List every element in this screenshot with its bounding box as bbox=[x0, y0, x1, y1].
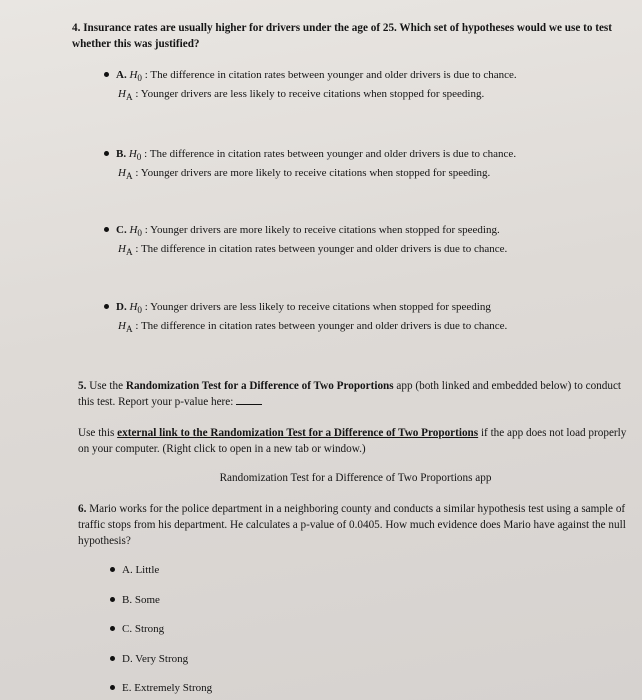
q6-option-d[interactable] bbox=[110, 652, 188, 666]
q5-text-a: Use the bbox=[89, 380, 124, 392]
question-4-number: 4. bbox=[72, 22, 81, 34]
embedded-app-title[interactable]: Randomization Test for a Difference of Two Proportions app bbox=[219, 472, 492, 484]
bullet-icon bbox=[110, 656, 115, 661]
bullet-icon bbox=[110, 567, 115, 572]
ha-sub: A bbox=[125, 324, 133, 335]
h0-symbol: H bbox=[129, 69, 138, 81]
q6-option-a[interactable] bbox=[110, 563, 159, 577]
question-5-number: 5. bbox=[78, 380, 87, 392]
colon: : bbox=[132, 88, 139, 101]
option-h0-text: The difference in citation rates between younger and older drivers is due to chance. bbox=[149, 148, 517, 160]
ha-symbol: H bbox=[118, 167, 126, 180]
q6-option-b[interactable] bbox=[110, 593, 160, 607]
colon: : bbox=[141, 301, 148, 313]
option-text: C. Strong bbox=[122, 623, 165, 635]
question-5 bbox=[78, 378, 633, 410]
q6-option-c[interactable] bbox=[110, 622, 164, 636]
option-text: D. Very Strong bbox=[122, 653, 189, 665]
option-text: A. Little bbox=[122, 564, 160, 576]
external-app-link[interactable]: external link to the Randomization Test for a Difference of Two Proportions bbox=[117, 427, 479, 439]
bullet-icon bbox=[104, 304, 109, 309]
ha-sub: A bbox=[125, 92, 133, 103]
bullet-icon bbox=[104, 151, 109, 156]
option-h0-text: Younger drivers are more likely to receive citations when stopped for speeding. bbox=[150, 224, 500, 236]
option-text: B. Some bbox=[122, 594, 160, 606]
h0-sub: 0 bbox=[136, 152, 142, 163]
ha-symbol: H bbox=[118, 320, 126, 333]
q5-link-paragraph bbox=[78, 425, 633, 457]
h0-sub: 0 bbox=[137, 305, 142, 316]
option-ha-text: Younger drivers are more likely to receive citations when stopped for speeding. bbox=[140, 167, 491, 180]
colon: : bbox=[132, 243, 139, 256]
colon: : bbox=[132, 167, 139, 180]
option-label: A. bbox=[116, 69, 127, 81]
q4-option-a[interactable] bbox=[104, 67, 517, 105]
bullet-icon bbox=[104, 72, 109, 77]
question-6-number: 6. bbox=[78, 503, 87, 515]
q4-option-d[interactable] bbox=[104, 299, 507, 337]
question-4-stem: Insurance rates are usually higher for drivers under the age of 25. Which set of hypotheses would we use to test whether this was justified? bbox=[72, 22, 612, 50]
h0-symbol: H bbox=[128, 148, 137, 160]
option-ha-text: Younger drivers are less likely to receive citations when stopped for speeding. bbox=[140, 88, 485, 101]
option-ha-text: The difference in citation rates between younger and older drivers is due to chance. bbox=[140, 320, 508, 333]
question-6 bbox=[78, 501, 633, 549]
q6-option-e[interactable] bbox=[110, 681, 212, 695]
option-label: D. bbox=[116, 301, 127, 313]
option-ha-text: The difference in citation rates between younger and older drivers is due to chance. bbox=[140, 243, 508, 256]
pvalue-blank[interactable] bbox=[236, 404, 262, 405]
h0-sub: 0 bbox=[137, 73, 142, 84]
bullet-icon bbox=[110, 685, 115, 690]
ha-sub: A bbox=[125, 247, 133, 258]
bullet-icon bbox=[110, 597, 115, 602]
h0-symbol: H bbox=[129, 224, 138, 236]
q4-option-b[interactable] bbox=[104, 146, 516, 184]
option-label: C. bbox=[116, 224, 127, 236]
colon: : bbox=[141, 224, 148, 236]
q5-link-after: if the app does not load properly on your computer. (Right click to open in a new tab or window.) bbox=[78, 427, 627, 455]
colon: : bbox=[141, 148, 148, 160]
q5-link-intro: Use this bbox=[78, 427, 115, 439]
question-6-stem: Mario works for the police department in a neighboring county and conducts a similar hypothesis test using a sample of traffic stops from his department. He calculates a p-value of 0.0405. How much evidence does Mario have against the null hypothesis? bbox=[78, 503, 626, 547]
q4-option-c[interactable] bbox=[104, 222, 507, 260]
colon: : bbox=[141, 69, 148, 81]
bullet-icon bbox=[104, 227, 109, 232]
option-text: E. Extremely Strong bbox=[122, 682, 213, 694]
h0-symbol: H bbox=[129, 301, 138, 313]
h0-sub: 0 bbox=[137, 228, 142, 239]
question-4 bbox=[72, 20, 637, 52]
ha-symbol: H bbox=[118, 243, 126, 256]
option-h0-text: Younger drivers are less likely to receive citations when stopped for speeding bbox=[150, 301, 491, 313]
option-label: B. bbox=[116, 148, 127, 160]
q5-text-b: app (both linked and embedded below) to conduct this test. Report your p-value here: bbox=[78, 380, 622, 408]
bullet-icon bbox=[110, 626, 115, 631]
ha-symbol: H bbox=[118, 88, 126, 101]
option-h0-text: The difference in citation rates between younger and older drivers is due to chance. bbox=[150, 69, 517, 81]
ha-sub: A bbox=[125, 171, 133, 182]
colon: : bbox=[132, 320, 139, 333]
q5-app-name: Randomization Test for a Difference of Two Proportions bbox=[125, 380, 394, 392]
